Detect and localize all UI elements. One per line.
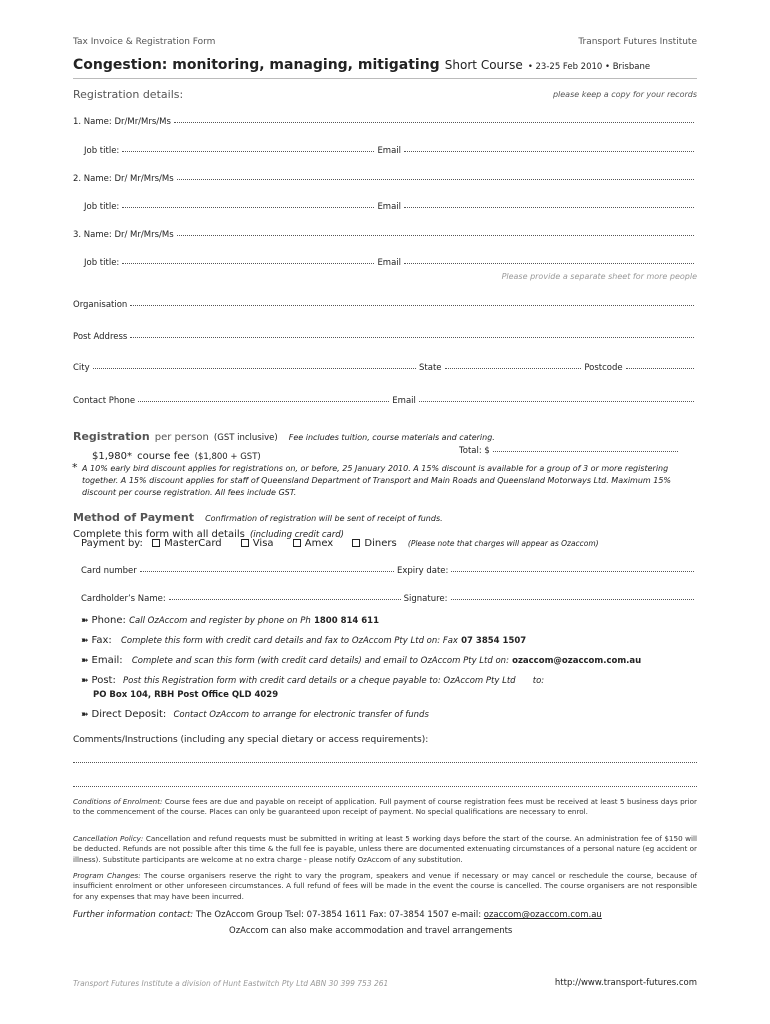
diners-checkbox[interactable] xyxy=(352,539,360,547)
visa-checkbox[interactable] xyxy=(241,539,249,547)
course-date: • 23-25 Feb 2010 • Brisbane xyxy=(527,62,651,72)
discount-note: A 10% early bird discount applies for registrations on, or before, 25 January 2010. A 15% discount is available for a group of 3 or more registering together. A 15% discount applies for staff of Queensland Department of Transport and Main Roads and Queensland Motorways Ltd. Maximum 15% discount per course registration. All fees include GST. xyxy=(82,464,672,497)
arrow-icon: ➽ xyxy=(81,676,89,686)
complete-form-note: Complete this form with all details (including credit card) xyxy=(73,529,344,540)
payment-method-row: Payment by: MasterCard Visa Amex Diners (Please note that charges will appear as Ozaccom) xyxy=(81,538,599,549)
total-field[interactable]: Total: $ xyxy=(459,446,681,456)
direct-deposit-option: ➽ Direct Deposit: Contact OzAccom to arrange for electronic transfer of funds xyxy=(81,709,429,720)
amex-checkbox[interactable] xyxy=(293,539,301,547)
post-address: PO Box 104, RBH Post Office QLD 4029 xyxy=(93,690,279,700)
cancellation-policy: Cancellation Policy: Cancellation and refund requests must be submitted in writing at least 5 working days before the start of the course. An administration fee of $150 will be deducted. Refunds are not possible after this time & the full fee is payable, unless there are documented extenuating circumstances of a personal nature (eg accident or illness). Substitute participants are welcome at no extra charge - please notify OzAccom of any substitution. xyxy=(73,834,697,864)
city-state-postcode-row[interactable]: City State Postcode xyxy=(73,363,697,373)
post-option: ➽ Post: Post this Registration form with credit card details or a cheque payable to: OzAccom Pty Ltd to: xyxy=(81,675,545,686)
job-email-2-row[interactable]: Job title: Email xyxy=(73,202,697,212)
payment-heading: Method of Payment Confirmation of registration will be sent of receipt of funds. xyxy=(73,511,443,524)
contact-info: Further information contact: The OzAccom Group Tsel: 07-3854 1611 Fax: 07-3854 1507 e-mail: ozaccom@ozaccom.com.au xyxy=(73,910,602,920)
separate-sheet-note: Please provide a separate sheet for more people xyxy=(501,272,697,281)
course-fee: $1,980* course fee ($1,800 + GST) xyxy=(92,451,261,462)
name-3-field[interactable]: 3. Name: Dr/ Mr/Mrs/Ms xyxy=(73,230,697,240)
footer-company: Transport Futures Institute a division of Hunt Eastwitch Pty Ltd ABN 30 399 753 261 xyxy=(73,979,389,988)
organisation-field[interactable]: Organisation xyxy=(73,300,697,310)
name-1-field[interactable]: 1. Name: Dr/Mr/Mrs/Ms xyxy=(73,117,697,127)
course-type: Short Course xyxy=(444,58,523,72)
contact-email-link[interactable]: ozaccom@ozaccom.com.au xyxy=(483,910,602,920)
cardholder-row[interactable]: Cardholder’s Name: Signature: xyxy=(81,594,697,604)
job-email-3-row[interactable]: Job title: Email xyxy=(73,258,697,268)
arrow-icon: ➽ xyxy=(81,710,89,720)
page-title xyxy=(73,54,650,73)
registration-fee-heading: Registration per person (GST inclusive) Fee includes tuition, course materials and catering. xyxy=(73,430,495,443)
comments-label: Comments/Instructions (including any special dietary or access requirements): xyxy=(73,735,429,745)
job-email-1-row[interactable]: Job title: Email xyxy=(73,146,697,156)
phone-email-row[interactable]: Contact Phone Email xyxy=(73,396,697,406)
name-2-field[interactable]: 2. Name: Dr/ Mr/Mrs/Ms xyxy=(73,174,697,184)
keep-copy-note: please keep a copy for your records xyxy=(552,90,697,99)
comments-line-2[interactable] xyxy=(73,786,697,787)
arrow-icon: ➽ xyxy=(81,636,89,646)
arrow-icon: ➽ xyxy=(81,616,89,626)
course-title: Congestion: monitoring, managing, mitigating xyxy=(73,57,440,73)
registration-heading: Registration details: xyxy=(73,88,184,101)
card-number-row[interactable]: Card number Expiry date: xyxy=(81,566,697,576)
footer-website[interactable]: http://www.transport-futures.com xyxy=(554,978,697,988)
arrow-icon: ➽ xyxy=(81,656,89,666)
comments-line-1[interactable] xyxy=(73,762,697,763)
enrolment-conditions: Conditions of Enrolment: Course fees are due and payable on receipt of application. Full payment of course registration fees must be received at least 5 business days prior to the commencement of the course. Places can only be guaranteed upon receipt of payment. No special qualifications are necessary to enrol. xyxy=(73,797,697,817)
fax-option: ➽ Fax: Complete this form with credit card details and fax to OzAccom Pty Ltd on: Fax 07 3854 1507 xyxy=(81,635,527,646)
institute-name: Transport Futures Institute xyxy=(578,37,697,47)
mastercard-checkbox[interactable] xyxy=(152,539,160,547)
phone-option: ➽ Phone: Call OzAccom and register by phone on Ph 1800 814 611 xyxy=(81,615,380,626)
email-option: ➽ Email: Complete and scan this form (with credit card details) and email to OzAccom Pty Ltd on: ozaccom@ozaccom.com.au xyxy=(81,655,642,666)
accommodation-note: OzAccom can also make accommodation and travel arrangements xyxy=(229,926,513,936)
post-address-field[interactable]: Post Address xyxy=(73,332,697,342)
form-type-label: Tax Invoice & Registration Form xyxy=(73,37,216,47)
header-divider xyxy=(73,78,697,79)
asterisk: * xyxy=(72,461,78,474)
program-changes: Program Changes: The course organisers reserve the right to vary the program, speakers and venue if necessary or may cancel or reschedule the course, because of insufficient enrolment or other unforeseen circumstances. A full refund of fees will be made in the event the course is cancelled. The course organisers are not responsible for any expenses that may have been incurred. xyxy=(73,871,697,901)
